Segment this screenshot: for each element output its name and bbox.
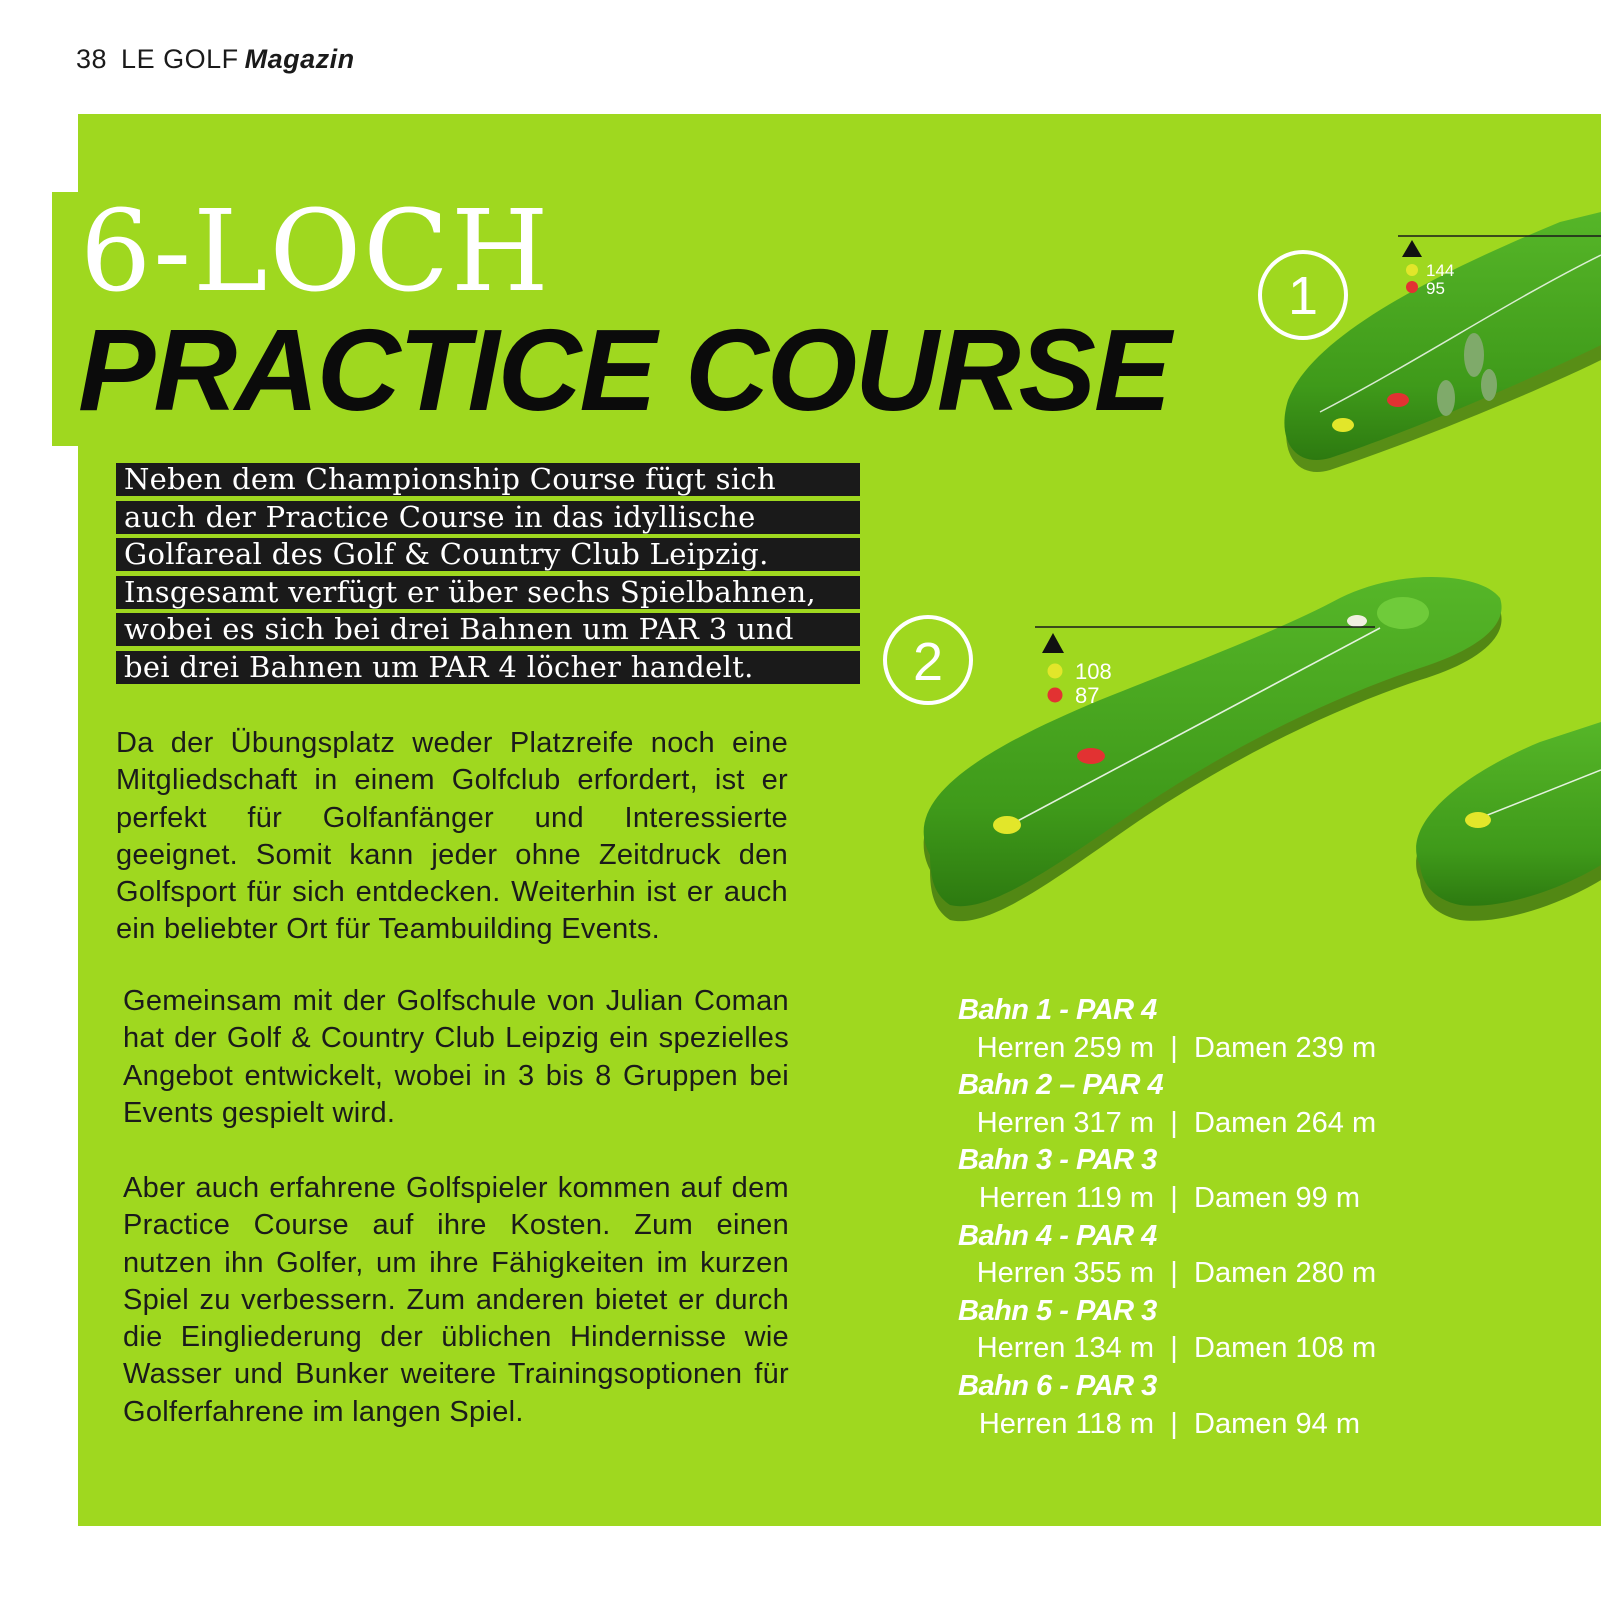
damen-distance: Damen 264 m xyxy=(1194,1106,1377,1139)
hole-title: Bahn 2 – PAR 4 xyxy=(958,1069,1164,1102)
herren-distance: Herren 134 m xyxy=(976,1332,1154,1365)
hole-2-number: 2 xyxy=(912,632,944,692)
brand-name: LE GOLF xyxy=(121,44,239,74)
paragraph-3: Aber auch erfahrene Golfspieler kommen auf dem Practice Course auf ihre Kosten. Zum einen nutzen ihn Golfer, um ihre Fähigkeiten im kurzen Spiel zu verbessern. Zum anderen bietet er durch die Eingliederung der üblichen Hindernisse wie Wasser und Bunker weitere Trainingsoptionen für Golferfahrene im langen Spiel. xyxy=(123,1172,789,1428)
hole-list xyxy=(958,992,1458,1443)
hole-2-red-distance: 87 xyxy=(1075,683,1100,708)
intro-line: Insgesamt verfügt er über sechs Spielbahnen, xyxy=(116,576,860,609)
red-tee-icon xyxy=(1048,688,1063,703)
tee-triangle-icon xyxy=(1402,240,1422,257)
yellow-tee-icon xyxy=(1048,664,1063,679)
paragraph-2: Gemeinsam mit der Golfschule von Julian Coman hat der Golf & Country Club Leipzig ein spezielles Angebot entwickelt, wobei in 3 bis 8 Gruppen bei Events gespielt wird. xyxy=(123,985,789,1129)
hole-3-fairway xyxy=(1416,722,1601,921)
separator: | xyxy=(1170,1257,1178,1290)
hole-title: Bahn 5 - PAR 3 xyxy=(958,1294,1157,1327)
intro-line: Neben dem Championship Course fügt sich xyxy=(116,463,860,496)
hole-distances xyxy=(958,1330,1458,1368)
intro-line: bei drei Bahnen um PAR 4 löcher handelt. xyxy=(116,651,860,684)
bunker xyxy=(1347,615,1367,627)
green xyxy=(1377,597,1429,629)
intro-text xyxy=(116,463,860,688)
tee-red xyxy=(1077,748,1105,764)
damen-distance: Damen 280 m xyxy=(1194,1257,1377,1290)
hole-distances xyxy=(958,1406,1458,1444)
damen-distance: Damen 94 m xyxy=(1194,1407,1361,1440)
herren-distance: Herren 355 m xyxy=(976,1257,1154,1290)
herren-distance: Herren 317 m xyxy=(976,1106,1154,1139)
tee-red xyxy=(1387,393,1409,407)
hole-1-number: 1 xyxy=(1287,266,1319,326)
herren-distance: Herren 119 m xyxy=(978,1181,1154,1214)
intro-line: Golfareal des Golf & Country Club Leipzig. xyxy=(116,538,860,571)
tee-triangle-icon xyxy=(1042,633,1064,653)
hole-title: Bahn 3 - PAR 3 xyxy=(958,1144,1157,1177)
intro-line: auch der Practice Course in das idyllische xyxy=(116,501,860,534)
herren-distance: Herren 259 m xyxy=(976,1031,1154,1064)
red-tee-icon xyxy=(1406,281,1418,293)
tee-yellow xyxy=(993,816,1021,834)
separator: | xyxy=(1170,1106,1178,1139)
hole-1-red-distance: 95 xyxy=(1426,279,1445,298)
hole-1-yellow-distance: 144 xyxy=(1426,261,1455,280)
separator: | xyxy=(1170,1031,1178,1064)
intro-line: wobei es sich bei drei Bahnen um PAR 3 und xyxy=(116,613,860,646)
separator: | xyxy=(1170,1181,1178,1214)
title-line-2: PRACTICE COURSE xyxy=(78,305,1170,435)
separator: | xyxy=(1170,1332,1178,1365)
hole-2-yellow-distance: 108 xyxy=(1075,659,1112,684)
damen-distance: Damen 108 m xyxy=(1194,1332,1377,1365)
damen-distance: Damen 239 m xyxy=(1194,1031,1377,1064)
separator: | xyxy=(1170,1407,1178,1440)
hole-distances xyxy=(958,1105,1458,1143)
hole-distances xyxy=(958,1255,1458,1293)
magazine-label: Magazin xyxy=(244,44,355,74)
yellow-tee-icon xyxy=(1406,264,1418,276)
hole-1-fairway xyxy=(1284,212,1601,472)
herren-distance: Herren 118 m xyxy=(978,1407,1154,1440)
damen-distance: Damen 99 m xyxy=(1194,1181,1361,1214)
hole-title: Bahn 6 - PAR 3 xyxy=(958,1369,1157,1402)
hole-distances xyxy=(958,1030,1458,1068)
hole-distances xyxy=(958,1180,1458,1218)
page-number: 38 xyxy=(76,44,108,74)
paragraph-1: Da der Übungsplatz weder Platzreife noch eine Mitgliedschaft in einem Golfclub erfordert, ist er perfekt für Golfanfänger und Interessierte geeignet. Somit kann jeder ohne Zeitdruck den Golfsport für sich entdecken. Weiterhin ist er auch ein beliebter Ort für Teambuilding Events. xyxy=(116,727,788,946)
hole-title: Bahn 4 - PAR 4 xyxy=(958,1219,1157,1252)
title-line-1: 6-LOCH xyxy=(80,187,551,317)
tee-yellow xyxy=(1332,418,1354,432)
tee-yellow xyxy=(1465,812,1491,828)
hole-title: Bahn 1 - PAR 4 xyxy=(958,994,1157,1026)
hole-2-fairway xyxy=(924,577,1502,921)
